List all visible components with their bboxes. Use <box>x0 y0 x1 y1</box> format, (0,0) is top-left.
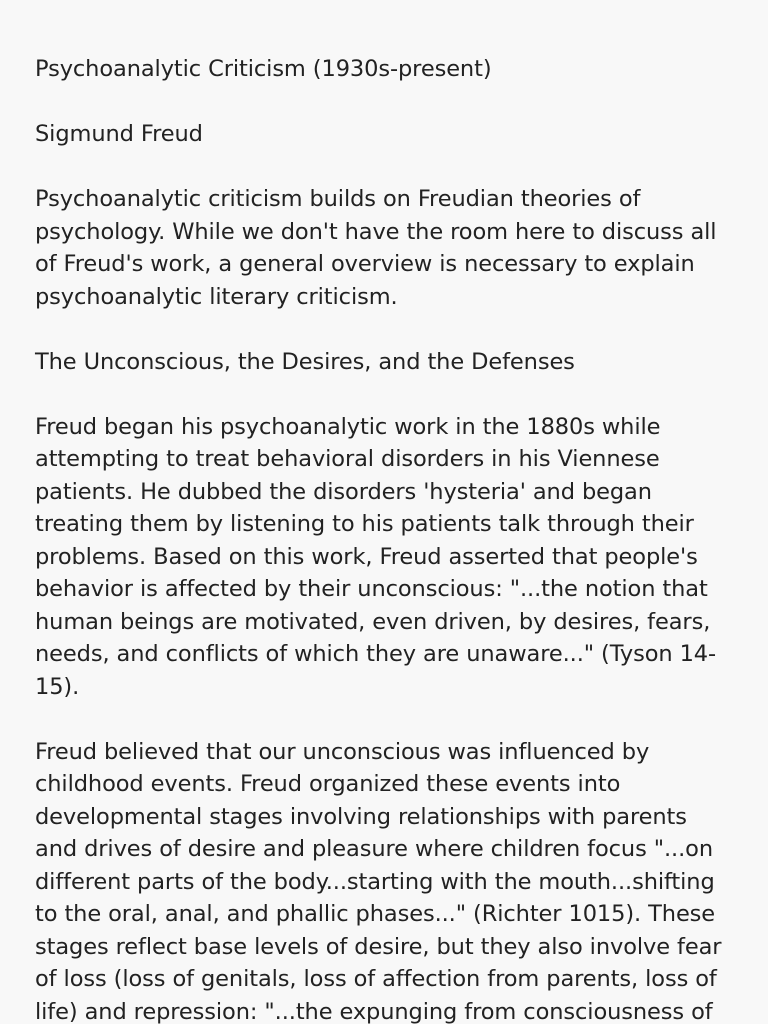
section-heading: The Unconscious, the Desires, and the Defenses <box>35 348 575 375</box>
document-subtitle: Sigmund Freud <box>35 121 203 147</box>
document-body <box>35 53 735 1024</box>
body-paragraph-1: Freud began his psychoanalytic work in the 1880s while attempting to treat behavioral disorders in his Viennese patients. He dubbed the disorders 'hysteria' and began treating them by listening to his patients talk through their problems. Based on this work, Freud asserted that people's behavior is affected by their unconscious: "...the notion that human beings are motivated, even driven, by desires, fears, needs, and conflicts of which they are unaware..." (Tyson 14-15). <box>35 413 717 700</box>
body-paragraph-2: Freud believed that our unconscious was influenced by childhood events. Freud organized these events into developmental stages involving relationships with parents and drives of desire and pleasure where children focus "...on different parts of the body...starting with the mouth...shifting to the oral, anal, and phallic phases..." (Richter 1015). These stages reflect base levels of desire, but they also involve fear of loss (loss of genitals, loss of affection from parents, loss of life) and repression: "...the expunging from consciousness of <box>35 738 722 1024</box>
document-title: Psychoanalytic Criticism (1930s-present) <box>35 56 492 82</box>
intro-paragraph: Psychoanalytic criticism builds on Freudian theories of psychology. While we don't have the room here to discuss all of Freud's work, a general overview is necessary to explain psychoanalytic literary criticism. <box>35 186 717 310</box>
